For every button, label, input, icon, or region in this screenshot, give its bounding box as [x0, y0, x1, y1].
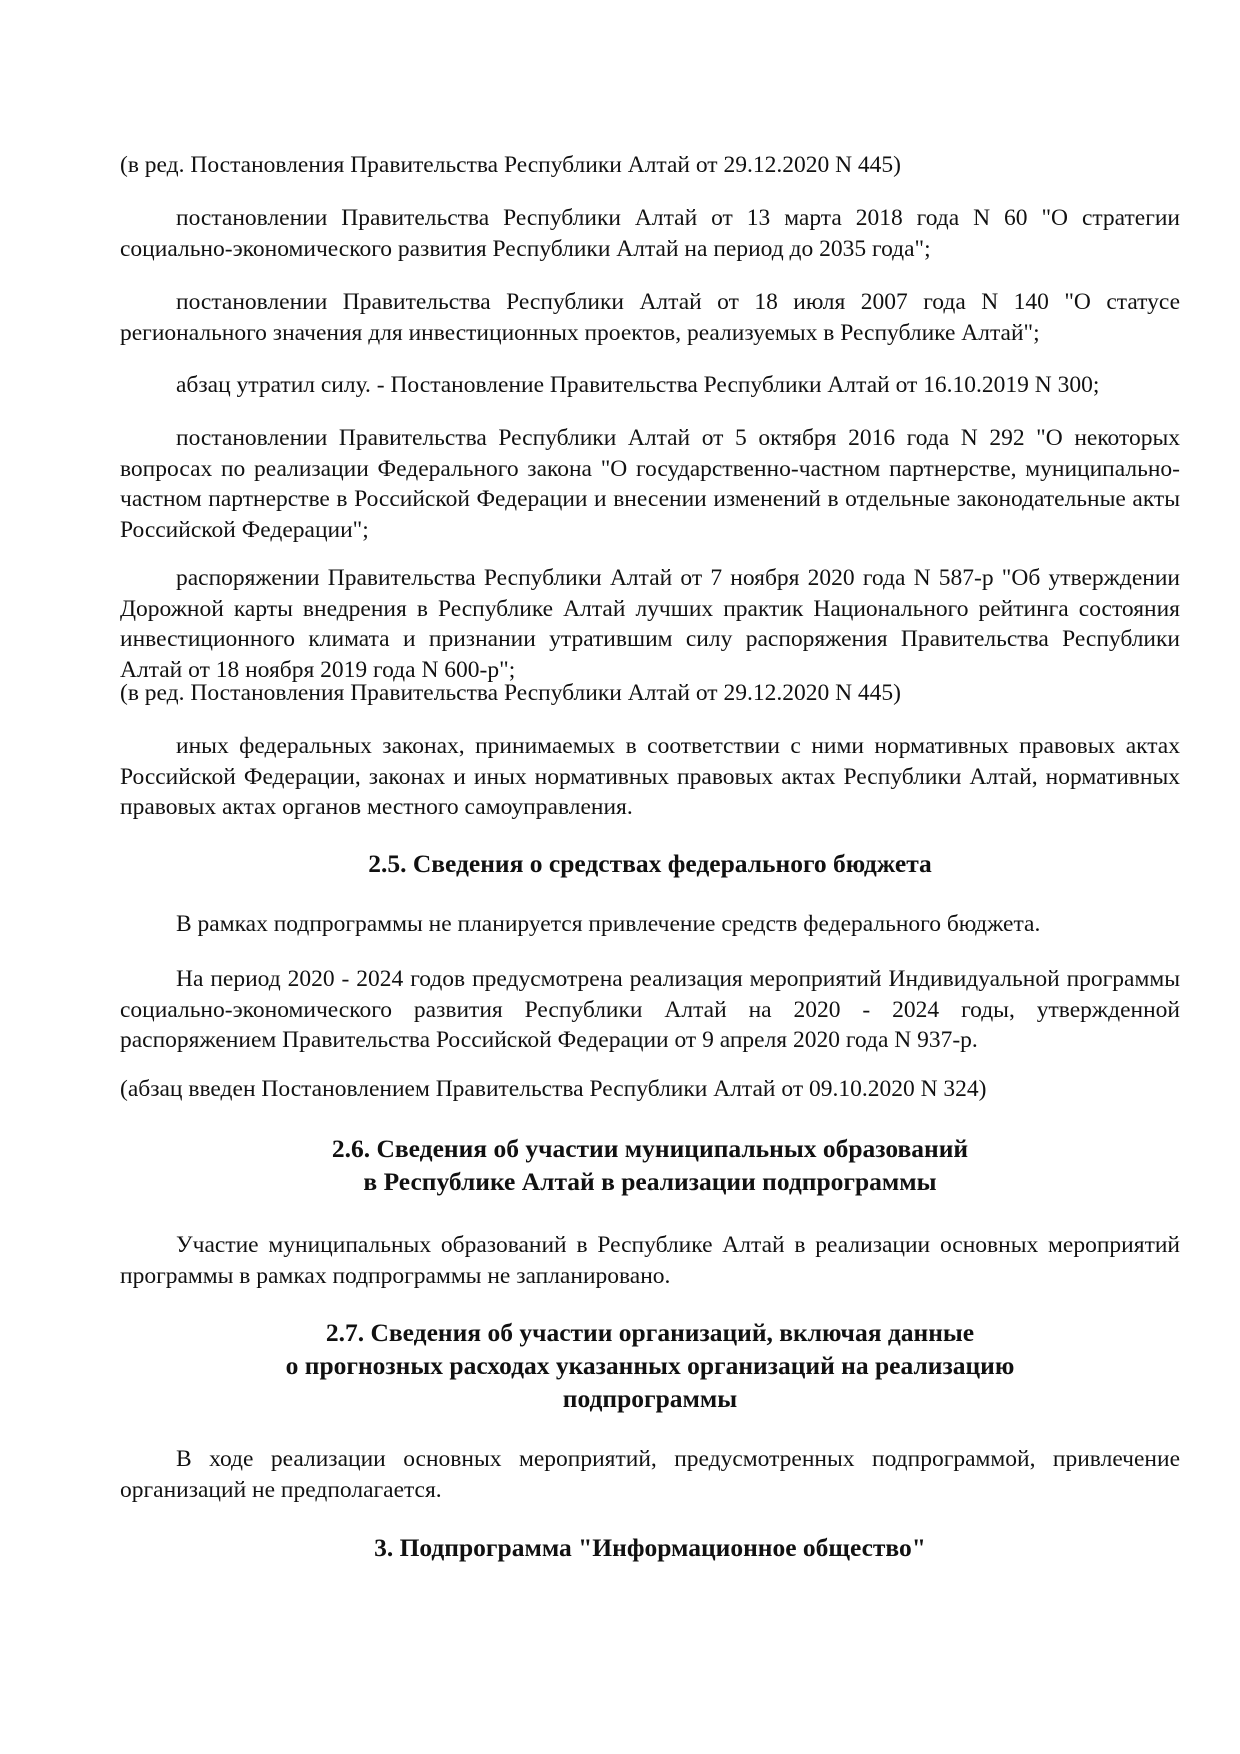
heading-line: 3. Подпрограмма "Информационное общество": [374, 1533, 926, 1562]
paragraph: постановлении Правительства Республики Алтай от 18 июля 2007 года N 140 "О статусе регионального значения для инвестиционных проектов, реализуемых в Республике Алтай";: [120, 289, 1180, 346]
paragraph: В рамках подпрограммы не планируется привлечение средств федерального бюджета.: [176, 911, 1041, 937]
paragraph: Участие муниципальных образований в Республике Алтай в реализации основных мероприятий программы в рамках подпрограммы не запланировано.: [120, 1232, 1180, 1289]
heading-line: 2.7. Сведения об участии организаций, включая данные: [325, 1318, 975, 1347]
paragraph: постановлении Правительства Республики Алтай от 5 октября 2016 года N 292 "О некоторых вопросах по реализации Федерального закона "О государственно-частном партнерстве, муниципально-частном партнерстве в Российской Федерации и внесении изменений в отдельные законодательные акты Российской Федерации";: [120, 425, 1180, 543]
paragraph: На период 2020 - 2024 годов предусмотрена реализация мероприятий Индивидуальной программы социально-экономического развития Республики Алтай на 2020 - 2024 годы, утвержденной распоряжением Правительства Российской Федерации от 9 апреля 2020 года N 937-р.: [120, 966, 1180, 1053]
section-heading-2-7: [120, 1316, 1180, 1415]
paragraph: абзац утратил силу. - Постановление Правительства Республики Алтай от 16.10.2019 N 300;: [176, 372, 1100, 398]
section-heading-3: [120, 1531, 1180, 1564]
amendment-note: (в ред. Постановления Правительства Республики Алтай от 29.12.2020 N 445): [120, 680, 901, 706]
amendment-note: (абзац введен Постановлением Правительства Республики Алтай от 09.10.2020 N 324): [120, 1076, 987, 1102]
amendment-note: (в ред. Постановления Правительства Республики Алтай от 29.12.2020 N 445): [120, 152, 901, 178]
section-heading-2-6: [120, 1132, 1180, 1198]
heading-line: о прогнозных расходах указанных организаций на реализацию: [285, 1351, 1015, 1380]
heading-line: в Республике Алтай в реализации подпрограммы: [363, 1167, 937, 1196]
heading-line: подпрограммы: [562, 1384, 738, 1413]
paragraph: иных федеральных законах, принимаемых в соответствии с ними нормативных правовых актах Российской Федерации, законах и иных нормативных правовых актах Республики Алтай, нормативных правовых актах органов местного самоуправления.: [120, 733, 1180, 820]
paragraph: распоряжении Правительства Республики Алтай от 7 ноября 2020 года N 587-р "Об утверждении Дорожной карты внедрения в Республике Алтай лучших практик Национального рейтинга состояния инвестиционного климата и признании утратившим силу распоряжения Правительства Республики Алтай от 18 ноября 2019 года N 600-р";: [120, 565, 1180, 683]
heading-line: 2.6. Сведения об участии муниципальных образований: [331, 1134, 969, 1163]
heading-line: 2.5. Сведения о средствах федерального бюджета: [368, 849, 932, 878]
section-heading-2-5: [120, 847, 1180, 880]
paragraph: постановлении Правительства Республики Алтай от 13 марта 2018 года N 60 "О стратегии социально-экономического развития Республики Алтай на период до 2035 года";: [120, 205, 1180, 262]
paragraph: В ходе реализации основных мероприятий, предусмотренных подпрограммой, привлечение организаций не предполагается.: [120, 1446, 1180, 1503]
